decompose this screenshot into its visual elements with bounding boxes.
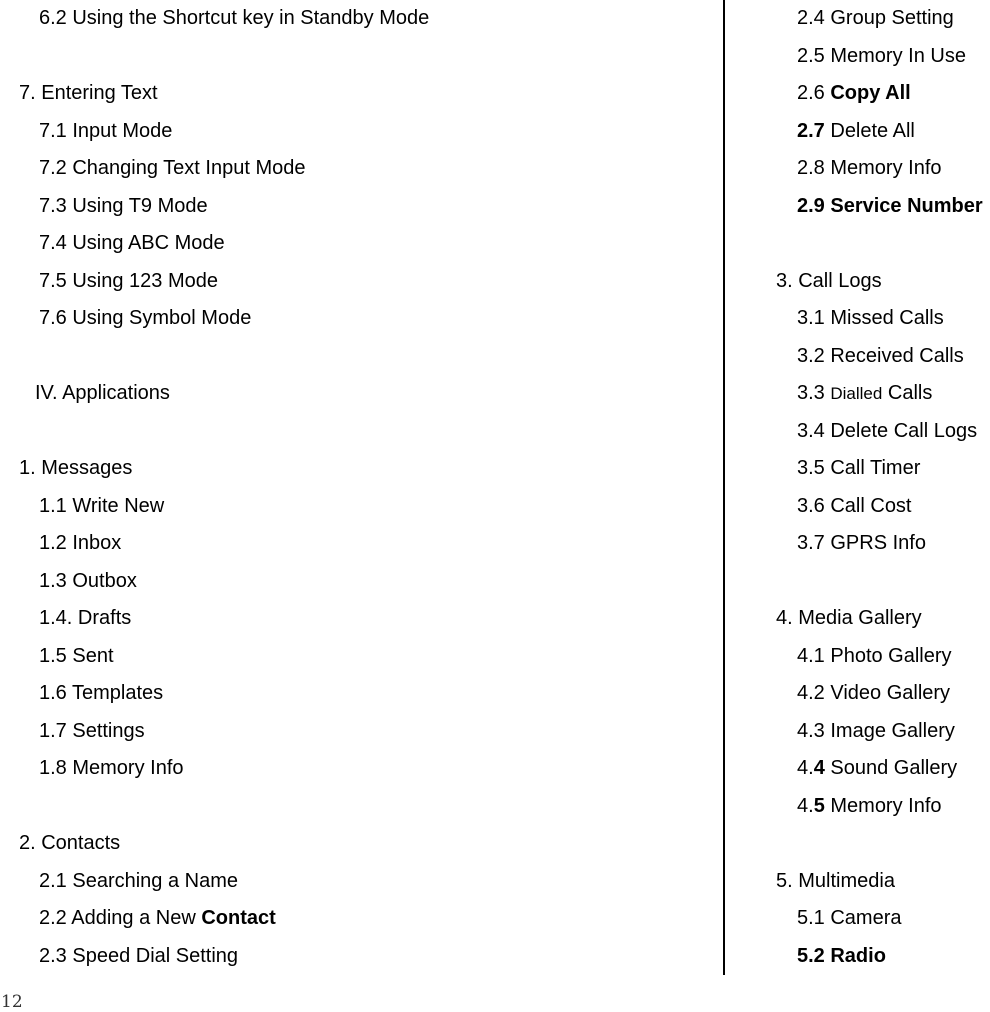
toc-section-heading: 4. Media Gallery (776, 607, 922, 629)
toc-entry-text: Sound Gallery (824, 757, 958, 779)
toc-entry: 4.2 Video Gallery (797, 682, 951, 704)
toc-entry: 5.1 Camera (797, 907, 902, 929)
toc-entry-text: Delete All (824, 119, 915, 142)
toc-entry (740, 375, 990, 413)
toc-entry-text: 3.3 (797, 382, 831, 404)
toc-entry: 3.2 Received Calls (797, 344, 964, 367)
toc-entry-text: 2.2 Adding a New (39, 907, 202, 929)
toc-entry-text: 4. (797, 794, 814, 817)
toc-entry: 2.1 Searching a Name (39, 869, 239, 892)
toc-entry: 7.1 Input Mode (39, 119, 173, 142)
toc-entry: 7.5 Using 123 Mode (39, 269, 219, 292)
toc-entry: 3.6 Call Cost (797, 494, 912, 517)
toc-right-column (740, 0, 990, 975)
toc-entry-bold-text: 2.7 (797, 119, 825, 142)
toc-entry: 1.6 Templates (39, 682, 164, 704)
toc-entry: 2.8 Memory Info (797, 157, 942, 179)
toc-entry (740, 750, 990, 788)
toc-entry-bold-text: 5 (813, 794, 825, 817)
toc-section-heading: 7. Entering Text (19, 82, 158, 104)
toc-entry: 1.8 Memory Info (39, 757, 184, 779)
toc-entry: 2.4 Group Setting (797, 7, 954, 29)
toc-entry: 1.3 Outbox (39, 569, 137, 592)
toc-spacer (740, 563, 990, 601)
toc-entry: 5.2 Radio (797, 944, 886, 967)
toc-entry: 3.7 GPRS Info (797, 532, 926, 554)
toc-section-heading: 2. Contacts (19, 832, 121, 854)
toc-spacer (0, 338, 722, 376)
toc-entry: 4.1 Photo Gallery (797, 644, 952, 667)
toc-entry: 3.4 Delete Call Logs (797, 419, 978, 442)
toc-entry: 7.2 Changing Text Input Mode (39, 157, 306, 179)
toc-spacer (0, 38, 722, 76)
toc-spacer (0, 788, 722, 826)
toc-entry: 3.1 Missed Calls (797, 307, 944, 329)
toc-entry: 4.3 Image Gallery (797, 719, 955, 742)
page-number: 12 (1, 992, 23, 1012)
toc-entry-text: Calls (882, 382, 933, 404)
toc-entry: 7.6 Using Symbol Mode (39, 307, 252, 329)
toc-spacer (740, 225, 990, 263)
toc-entry: 2.3 Speed Dial Setting (39, 944, 239, 967)
toc-entry (740, 75, 990, 113)
toc-entry: 6.2 Using the Shortcut key in Standby Mode (39, 7, 430, 29)
toc-entry: 2.5 Memory In Use (797, 44, 966, 67)
toc-entry-bold-text: Copy All (830, 82, 911, 104)
toc-spacer (0, 413, 722, 451)
toc-entry: 1.5 Sent (39, 644, 114, 667)
toc-entry-text: Memory Info (824, 794, 942, 817)
toc-entry-text: 2.6 (797, 82, 831, 104)
toc-section-heading: 5. Multimedia (776, 869, 895, 892)
toc-entry: 1.1 Write New (39, 494, 165, 517)
toc-section-heading: 3. Call Logs (776, 269, 882, 292)
toc-entry-text: 4. (797, 757, 814, 779)
toc-entry-bold-text: Contact (201, 907, 276, 929)
toc-entry: 1.7 Settings (39, 719, 145, 742)
toc-entry: 1.2 Inbox (39, 532, 122, 554)
toc-entry-bold-text: 4 (813, 757, 825, 779)
toc-entry (740, 113, 990, 151)
column-divider (723, 0, 725, 975)
toc-section-heading: 1. Messages (19, 457, 133, 479)
toc-entry: 3.5 Call Timer (797, 457, 921, 479)
toc-part-heading: IV. Applications (35, 382, 170, 404)
toc-entry (740, 788, 990, 826)
toc-entry: 7.3 Using T9 Mode (39, 194, 208, 217)
toc-entry: 2.9 Service Number (797, 194, 983, 217)
toc-entry: 1.4. Drafts (39, 607, 132, 629)
toc-entry (0, 900, 722, 938)
toc-entry: 7.4 Using ABC Mode (39, 232, 225, 254)
toc-spacer (740, 825, 990, 863)
toc-entry-small-text: Dialled (830, 384, 883, 403)
